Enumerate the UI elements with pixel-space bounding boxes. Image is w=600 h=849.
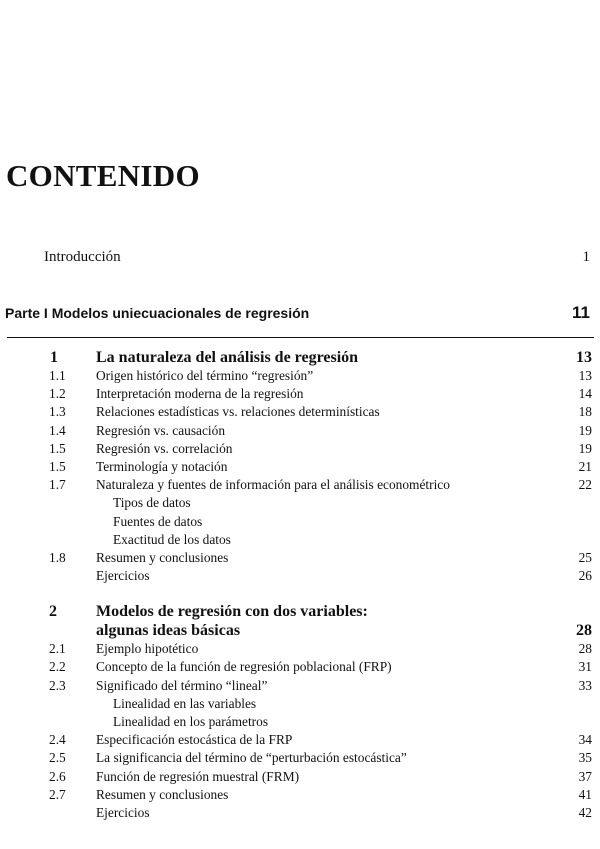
toc-num: 2.5 [49, 750, 66, 766]
toc-row[interactable] [0, 494, 600, 512]
part-label: Parte I Modelos uniecuacionales de regresión [5, 305, 310, 321]
toc-list [0, 348, 600, 822]
toc-spacer [0, 585, 600, 602]
toc-row[interactable] [0, 440, 600, 458]
toc-num: 2.7 [49, 786, 66, 802]
toc-row[interactable] [0, 348, 600, 367]
toc-page: 19 [578, 422, 592, 438]
toc-row[interactable] [0, 567, 600, 585]
toc-num: 2.2 [49, 659, 66, 675]
toc-row[interactable] [0, 677, 600, 695]
toc-page: 34 [578, 732, 592, 748]
toc-row[interactable] [0, 713, 600, 731]
toc-title: Función de regresión muestral (FRM) [96, 768, 300, 784]
toc-page: 28 [576, 622, 592, 640]
toc-title: Tipos de datos [113, 495, 191, 511]
toc-row[interactable] [0, 658, 600, 676]
toc-row[interactable] [0, 621, 600, 640]
toc-title: Regresión vs. correlación [96, 440, 233, 456]
toc-num: 1.4 [49, 422, 66, 438]
toc-num: 2 [49, 603, 57, 621]
toc-introduction-row[interactable] [44, 249, 590, 266]
toc-row[interactable] [0, 804, 600, 822]
toc-title: Modelos de regresión con dos variables: [96, 603, 368, 621]
toc-title: Linealidad en los parámetros [113, 714, 269, 729]
toc-title: Resumen y conclusiones [96, 549, 229, 565]
toc-title: Regresión vs. causación [96, 422, 226, 438]
toc-title: Fuentes de datos [113, 513, 203, 529]
toc-num: 1.5 [49, 440, 66, 456]
toc-title: Origen histórico del término “regresión” [96, 368, 314, 383]
toc-title: Ejercicios [96, 568, 150, 584]
toc-title: Naturaleza y fuentes de información para el análisis econométrico [96, 477, 450, 493]
toc-page: 33 [578, 677, 592, 693]
toc-row[interactable] [0, 695, 600, 713]
toc-row[interactable] [0, 476, 600, 494]
toc-page: 13 [576, 349, 592, 366]
toc-title: La significancia del término de “perturbación estocástica” [96, 750, 407, 766]
toc-title: Ejercicios [96, 804, 150, 820]
toc-title: Exactitud de los datos [113, 531, 231, 547]
toc-num: 1.2 [49, 386, 66, 402]
toc-row[interactable] [0, 640, 600, 658]
toc-page: 18 [578, 404, 592, 420]
toc-row[interactable] [0, 531, 600, 549]
toc-num: 2.1 [49, 641, 66, 657]
toc-row[interactable] [0, 385, 600, 403]
toc-page: 31 [578, 659, 592, 675]
toc-page: 41 [578, 786, 592, 802]
toc-num: 1 [50, 349, 58, 366]
toc-page: 22 [578, 477, 592, 493]
toc-num: 1.1 [49, 368, 66, 383]
intro-page: 1 [582, 249, 590, 265]
toc-row[interactable] [0, 513, 600, 531]
toc-title: Terminología y notación [96, 458, 228, 474]
toc-row[interactable] [0, 786, 600, 804]
toc-num: 2.6 [49, 768, 66, 784]
toc-row[interactable] [0, 422, 600, 440]
toc-num: 1.7 [49, 477, 66, 493]
toc-page: 42 [578, 804, 592, 820]
intro-label: Introducción [44, 249, 121, 265]
toc-page: 19 [578, 440, 592, 456]
toc-title: algunas ideas básicas [96, 622, 241, 640]
toc-title: Linealidad en las variables [113, 695, 257, 711]
part-divider [7, 337, 594, 338]
page-title: CONTENIDO [6, 158, 200, 193]
toc-num: 1.5 [49, 458, 66, 474]
toc-num: 2.3 [49, 677, 66, 693]
toc-page: 13 [578, 368, 592, 383]
toc-row[interactable] [0, 403, 600, 421]
toc-row[interactable] [0, 768, 600, 786]
toc-title: Concepto de la función de regresión poblacional (FRP) [96, 659, 392, 675]
toc-page: 28 [578, 641, 592, 657]
toc-title: Resumen y conclusiones [96, 786, 229, 802]
toc-part-heading[interactable] [5, 303, 590, 323]
part-page: 11 [572, 303, 590, 322]
toc-row[interactable] [0, 602, 600, 621]
toc-title: Significado del término “lineal” [96, 677, 268, 693]
toc-page: 25 [578, 549, 592, 565]
toc-title: Relaciones estadísticas vs. relaciones determinísticas [96, 404, 380, 420]
toc-num: 1.3 [49, 404, 66, 420]
toc-row[interactable] [0, 749, 600, 767]
toc-num: 1.8 [49, 549, 66, 565]
toc-row[interactable] [0, 367, 600, 385]
toc-page: 26 [578, 568, 592, 584]
toc-title: La naturaleza del análisis de regresión [96, 349, 359, 366]
toc-title: Especificación estocástica de la FRP [96, 732, 293, 748]
toc-page: 37 [578, 768, 592, 784]
toc-page: 35 [578, 750, 592, 766]
toc-page: 14 [578, 386, 592, 402]
toc-row[interactable] [0, 549, 600, 567]
toc-num: 2.4 [49, 732, 66, 748]
toc-title: Interpretación moderna de la regresión [96, 386, 304, 402]
toc-row[interactable] [0, 458, 600, 476]
toc-page: 21 [578, 458, 592, 474]
toc-title: Ejemplo hipotético [96, 641, 199, 657]
toc-row[interactable] [0, 731, 600, 749]
